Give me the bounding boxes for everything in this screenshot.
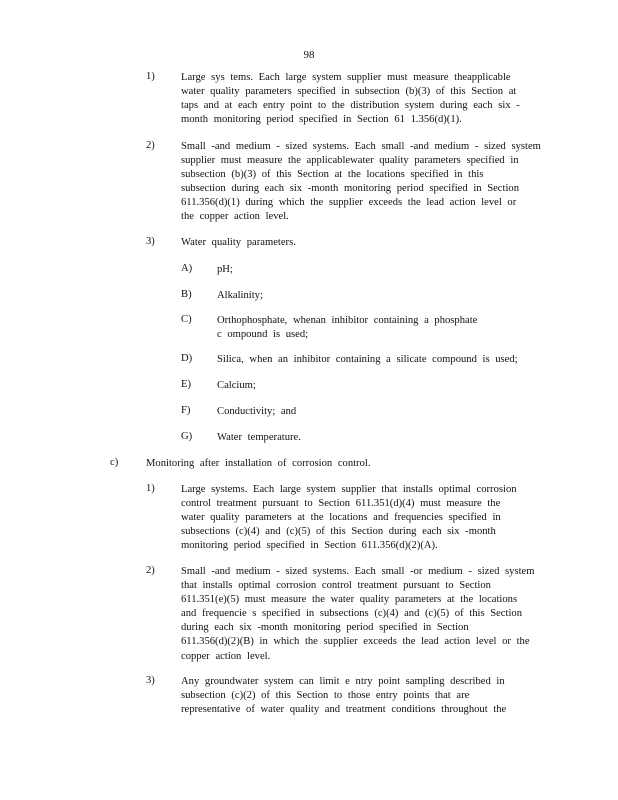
paragraph-text: Small -and medium - sized systems. Each small -and medium - sized system supplier must measure the applicablewater quality parameters specified in subsection (b)(3) of this Section at the locations specified in this subsection during each six -month monitoring period specified in Section 611.356(d)(1) during which the supplier exceeds the lead action level or the copper action level. bbox=[181, 141, 541, 223]
list-item bbox=[110, 457, 370, 471]
list-marker: 1) bbox=[146, 71, 155, 82]
list-marker: E) bbox=[181, 379, 191, 390]
section-heading: Monitoring after installation of corrosion control. bbox=[146, 458, 371, 469]
list-marker: 3) bbox=[146, 675, 155, 686]
list-marker: A) bbox=[181, 263, 193, 274]
list-marker: 1) bbox=[146, 483, 155, 494]
paragraph-text: Small -and medium - sized systems. Each small -or medium - sized system that installs optimal corrosion control treatment pursuant to Section 611.351(e)(5) must measure the water quality parameters at the locations and frequencie s specified in subsections (c)(4) and (c)(5) of this Section during each six -month monitoring period specified in Section 611.356(d)(2)(B) in which the supplier exceeds the lead action level or the copper action level. bbox=[181, 566, 535, 662]
list-item bbox=[181, 353, 518, 367]
paragraph-text: Calcium; bbox=[217, 380, 256, 391]
paragraph-text: Large sys tems. Each large system supplier must measure theapplicable water quality parameters specified in subsection (b)(3) of this Section at taps and at each entry point to the distribution system during each six - month monitoring period specified in Section 61 1.356(d)(1). bbox=[181, 72, 520, 126]
list-marker: 2) bbox=[146, 565, 155, 576]
list-item bbox=[181, 405, 296, 419]
list-item bbox=[146, 71, 551, 127]
paragraph-text: Water quality parameters. bbox=[181, 237, 296, 248]
list-item bbox=[146, 483, 551, 553]
list-marker: 3) bbox=[146, 236, 155, 247]
list-marker: G) bbox=[181, 431, 193, 442]
paragraph-text: Large systems. Each large system supplier that installs optimal corrosion control treatment pursuant to Section 611.351(d)(4) must measure the water quality parameters at the locations and frequencies specified in subsections (c)(4) and (c)(5) of this Section during each six -month monitoring period specified in Section 611.356(d)(2)(A). bbox=[181, 484, 517, 552]
paragraph-text: Orthophosphate, whenan inhibitor containing a phosphate c ompound is used; bbox=[217, 315, 478, 341]
list-item bbox=[181, 431, 301, 445]
list-item bbox=[181, 379, 256, 393]
list-item bbox=[181, 314, 477, 342]
list-marker: c) bbox=[110, 457, 119, 468]
paragraph-text: Conductivity; and bbox=[217, 406, 297, 417]
paragraph-text: Any groundwater system can limit e ntry point sampling described in subsection (c)(2) of this Section to those entry points that are representative of water quality and treatment conditions throughout the bbox=[181, 676, 507, 716]
list-marker: D) bbox=[181, 353, 193, 364]
list-marker: F) bbox=[181, 405, 191, 416]
list-marker: B) bbox=[181, 289, 192, 300]
list-item bbox=[146, 675, 551, 717]
paragraph-text: Alkalinity; bbox=[217, 290, 263, 301]
list-item bbox=[146, 565, 551, 664]
paragraph-text: Water temperature. bbox=[217, 432, 301, 443]
paragraph-text: pH; bbox=[217, 264, 233, 275]
list-item bbox=[181, 289, 263, 303]
list-marker: C) bbox=[181, 314, 192, 325]
list-marker: 2) bbox=[146, 140, 155, 151]
list-item bbox=[181, 263, 233, 277]
list-item bbox=[146, 140, 551, 225]
page-number: 98 bbox=[303, 49, 315, 61]
list-item bbox=[146, 236, 551, 250]
paragraph-text: Silica, when an inhibitor containing a silicate compound is used; bbox=[217, 354, 518, 365]
